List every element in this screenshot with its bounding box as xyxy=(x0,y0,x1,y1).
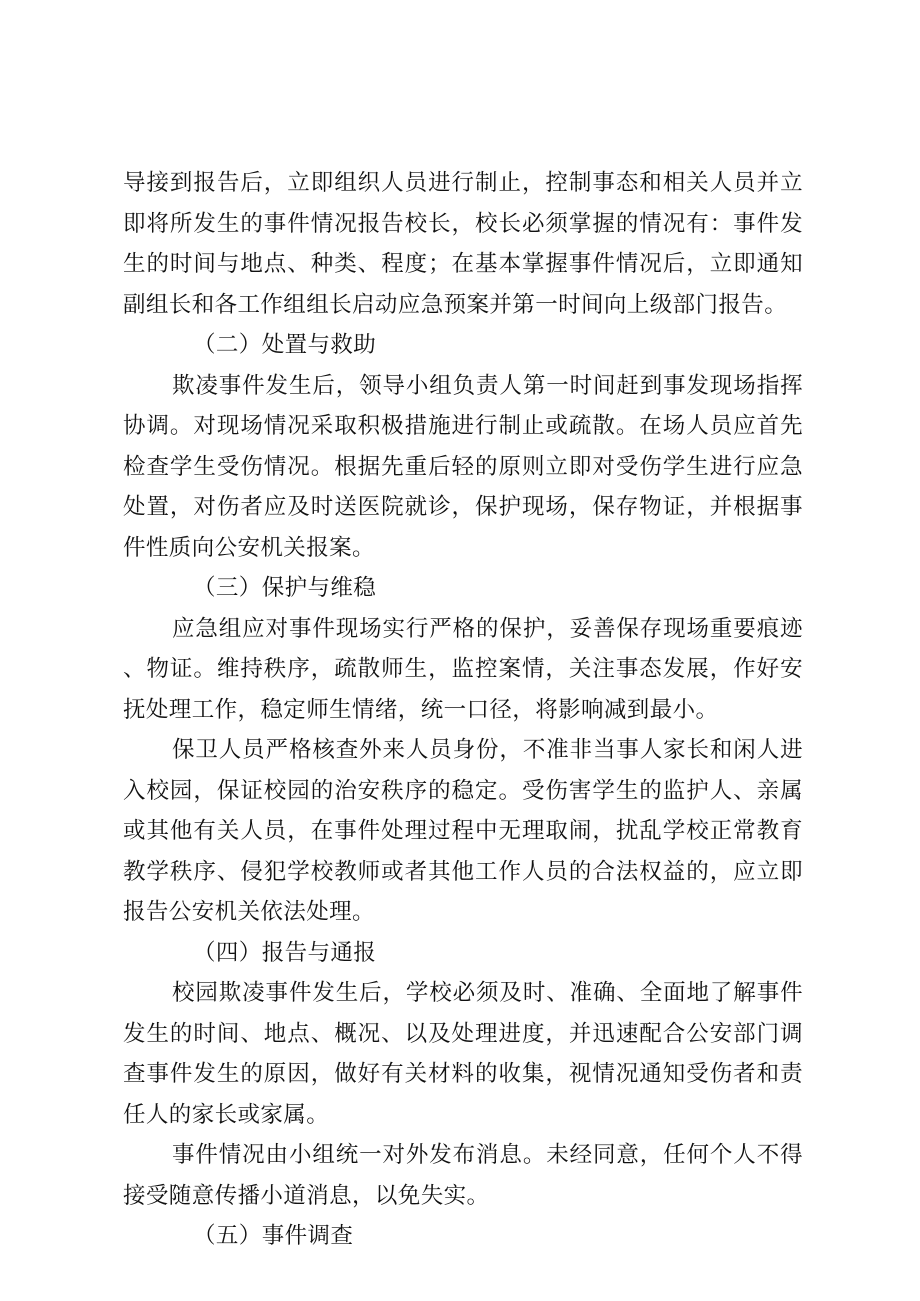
paragraph-scene-protection: 应急组应对事件现场实行严格的保护，妥善保存现场重要痕迹、物证。维持秩序，疏散师生，监控案情，关注事态发展，作好安抚处理工作，稳定师生情绪，统一口径，将影响减到最小。 xyxy=(123,615,803,723)
paragraph-security-personnel: 保卫人员严格核查外来人员身份，不准非当事人家长和闲人进入校园，保证校园的治安秩序的稳定。受伤害学生的监护人、亲属或其他有关人员，在事件处理过程中无理取闹，扰乱学校正常教育教学秩序、侵犯学校教师或者其他工作人员的合法权益的，应立即报告公安机关依法处理。 xyxy=(123,737,803,925)
document-body xyxy=(123,163,803,1257)
paragraph-report-handling: 导接到报告后，立即组织人员进行制止，控制事态和相关人员并立即将所发生的事件情况报告校长，校长必须掌握的情况有：事件发生的时间与地点、种类、程度；在基本掌握事件情况后，立即通知副组长和各工作组组长启动应急预案并第一时间向上级部门报告。 xyxy=(123,170,803,318)
section-heading-disposal-rescue: （二）处置与救助 xyxy=(193,332,377,358)
section-heading-incident-investigation: （五）事件调查 xyxy=(193,1223,354,1249)
paragraph-information-release: 事件情况由小组统一对外发布消息。未经同意，任何个人不得接受随意传播小道消息，以免失实。 xyxy=(123,1142,803,1209)
paragraph-disposal-rescue: 欺凌事件发生后，领导小组负责人第一时间赶到事发现场指挥协调。对现场情况采取积极措施进行制止或疏散。在场人员应首先检查学生受伤情况。根据先重后轻的原则立即对受伤学生进行应急处置，对伤者应及时送医院就诊，保护现场，保存物证，并根据事件性质向公安机关报案。 xyxy=(123,372,803,561)
paragraph-report-notification: 校园欺凌事件发生后，学校必须及时、准确、全面地了解事件发生的时间、地点、概况、以及处理进度，并迅速配合公安部门调查事件发生的原因，做好有关材料的收集，视情况通知受伤者和责任人的家长或家属。 xyxy=(123,980,803,1128)
section-heading-protection-stability: （三）保护与维稳 xyxy=(193,575,377,601)
section-heading-report-notification: （四）报告与通报 xyxy=(193,939,377,966)
